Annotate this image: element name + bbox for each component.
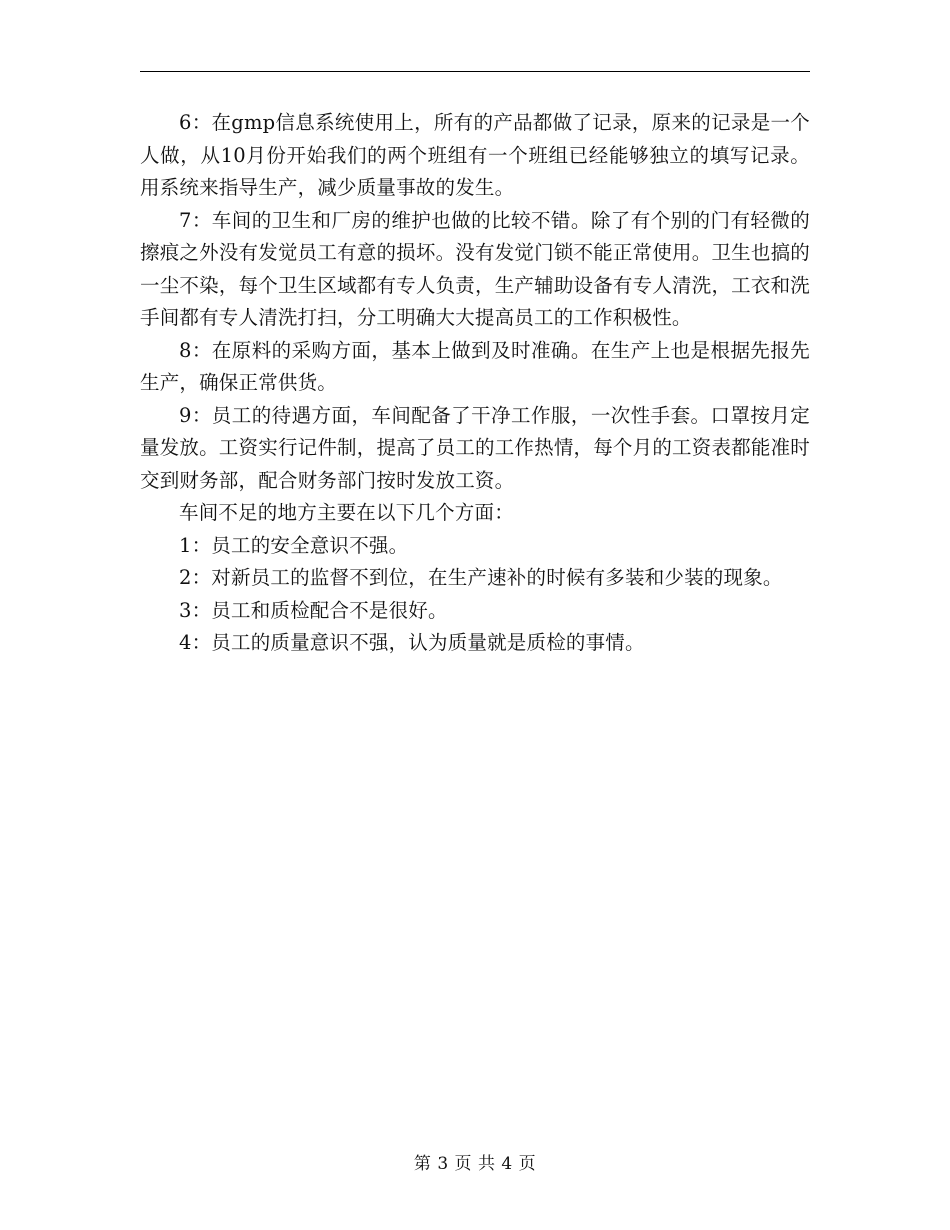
page-number: 第 3 页 共 4 页: [413, 1154, 537, 1174]
shortcoming-item-3: 3：员工和质检配合不是很好。: [179, 598, 448, 622]
shortcomings-intro: 车间不足的地方主要在以下几个方面：: [179, 501, 514, 524]
shortcoming-item-4: 4：员工的质量意识不强，认为质量就是质检的事情。: [179, 631, 645, 654]
header-rule: [140, 71, 810, 72]
paragraph-item-6: 6：在gmp信息系统使用上，所有的产品都做了记录，原来的记录是一个人做，从10月份开始我们的两个班组有一个班组已经能够独立的填写记录。用系统来指导生产，减少质量事故的发生。: [140, 111, 810, 199]
shortcoming-item-1: 1：员工的安全意识不强。: [179, 533, 409, 557]
document-body: [140, 107, 810, 660]
shortcoming-item-2: 2：对新员工的监督不到位，在生产速补的时候有多装和少装的现象。: [179, 566, 783, 589]
paragraph-item-8: 8：在原料的采购方面，基本上做到及时准确。在生产上也是根据先报先生产，确保正常供货。: [140, 338, 810, 394]
paragraph-item-7: 7：车间的卫生和厂房的维护也做的比较不错。除了有个别的门有轻微的擦痕之外没有发觉员工有意的损坏。没有发觉门锁不能正常使用。卫生也搞的一尘不染，每个卫生区域都有专人负责，生产辅助设备有专人清洗，工衣和洗手间都有专人清洗打扫，分工明确大大提高员工的工作积极性。: [140, 208, 810, 329]
paragraph-item-9: 9：员工的待遇方面，车间配备了干净工作服，一次性手套。口罩按月定量发放。工资实行记件制，提高了员工的工作热情，每个月的工资表都能准时交到财务部，配合财务部门按时发放工资。: [140, 403, 810, 492]
